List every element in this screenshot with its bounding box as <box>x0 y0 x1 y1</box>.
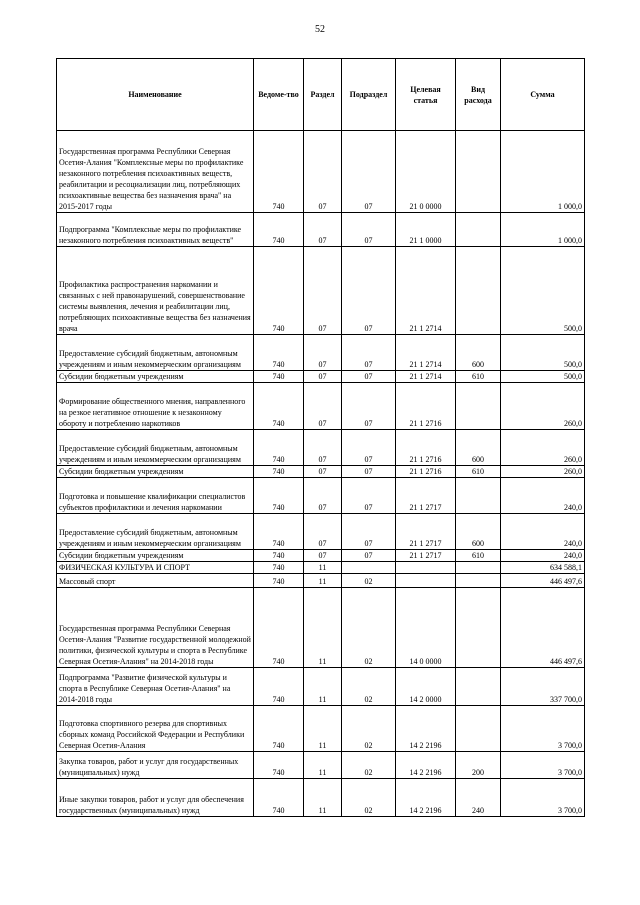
row-section: 07 <box>304 131 342 213</box>
row-exp-type: 200 <box>456 752 501 779</box>
header-subsection: Подраздел <box>342 59 396 131</box>
header-amount: Сумма <box>501 59 585 131</box>
row-target: 14 2 2196 <box>396 779 456 817</box>
row-amount: 500,0 <box>501 247 585 335</box>
row-subsection: 07 <box>342 383 396 430</box>
row-target: 21 1 0000 <box>396 213 456 247</box>
row-exp-type <box>456 588 501 668</box>
table-row <box>57 668 585 706</box>
row-amount: 260,0 <box>501 466 585 478</box>
row-name: Подготовка спортивного резерва для спортивных сборных команд Российской Федерации и Республики Северная Осетия-Алания <box>57 706 254 752</box>
table-row <box>57 466 585 478</box>
row-exp-type: 600 <box>456 514 501 550</box>
row-subsection: 07 <box>342 371 396 383</box>
row-subsection: 07 <box>342 131 396 213</box>
row-target: 14 2 2196 <box>396 706 456 752</box>
row-section: 07 <box>304 213 342 247</box>
row-subsection: 02 <box>342 668 396 706</box>
row-target: 14 0 0000 <box>396 588 456 668</box>
table-row <box>57 247 585 335</box>
row-amount: 240,0 <box>501 550 585 562</box>
row-subsection: 02 <box>342 588 396 668</box>
row-amount: 1 000,0 <box>501 131 585 213</box>
row-exp-type: 610 <box>456 550 501 562</box>
row-section: 11 <box>304 574 342 588</box>
row-exp-type <box>456 668 501 706</box>
row-target: 21 1 2716 <box>396 383 456 430</box>
row-section: 11 <box>304 752 342 779</box>
row-subsection: 02 <box>342 574 396 588</box>
row-section: 11 <box>304 562 342 574</box>
row-name: Формирование общественного мнения, направленного на резкое негативное отношение к незаконному обороту и потреблению наркотиков <box>57 383 254 430</box>
row-subsection: 07 <box>342 430 396 466</box>
row-dept: 740 <box>254 668 304 706</box>
row-dept: 740 <box>254 371 304 383</box>
row-name: Государственная программа Республики Северная Осетия-Алания "Комплексные меры по профилактике незаконного потребления психоактивных веществ, реабилитации и ресоциализации лиц, потребляющих психоактивные вещества без назначения врача" на 2015-2017 годы <box>57 131 254 213</box>
table-header-row <box>57 59 585 131</box>
table-body <box>57 131 585 817</box>
row-subsection: 02 <box>342 752 396 779</box>
row-amount: 500,0 <box>501 335 585 371</box>
row-name: Государственная программа Республики Северная Осетия-Алания "Развитие государственной молодежной политики, физической культуры и спорта в Республике Северная Осетия-Алания" на 2014-2018 годы <box>57 588 254 668</box>
row-target: 14 2 2196 <box>396 752 456 779</box>
row-subsection: 07 <box>342 213 396 247</box>
table-row <box>57 752 585 779</box>
row-name: ФИЗИЧЕСКАЯ КУЛЬТУРА И СПОРТ <box>57 562 254 574</box>
row-section: 07 <box>304 430 342 466</box>
row-subsection: 07 <box>342 335 396 371</box>
row-exp-type <box>456 562 501 574</box>
row-amount: 3 700,0 <box>501 752 585 779</box>
row-target: 21 0 0000 <box>396 131 456 213</box>
row-amount: 1 000,0 <box>501 213 585 247</box>
row-dept: 740 <box>254 706 304 752</box>
row-exp-type <box>456 247 501 335</box>
row-name: Предоставление субсидий бюджетным, автономным учреждениям и иным некоммерческим организациям <box>57 335 254 371</box>
row-exp-type <box>456 478 501 514</box>
row-target: 21 1 2714 <box>396 247 456 335</box>
row-exp-type: 610 <box>456 466 501 478</box>
row-exp-type: 600 <box>456 430 501 466</box>
row-subsection: 07 <box>342 478 396 514</box>
row-dept: 740 <box>254 430 304 466</box>
row-section: 07 <box>304 550 342 562</box>
row-exp-type <box>456 383 501 430</box>
row-amount: 634 588,1 <box>501 562 585 574</box>
table-row <box>57 430 585 466</box>
row-subsection: 02 <box>342 706 396 752</box>
table-row <box>57 478 585 514</box>
row-section: 11 <box>304 706 342 752</box>
row-section: 11 <box>304 779 342 817</box>
table-row <box>57 371 585 383</box>
row-name: Подпрограмма "Комплексные меры по профилактике незаконного потребления психоактивных веществ" <box>57 213 254 247</box>
header-exp-type: Вид расхода <box>456 59 501 131</box>
table-row <box>57 574 585 588</box>
table-row <box>57 514 585 550</box>
row-name: Иные закупки товаров, работ и услуг для обеспечения государственных (муниципальных) нужд <box>57 779 254 817</box>
row-amount: 240,0 <box>501 478 585 514</box>
row-dept: 740 <box>254 247 304 335</box>
row-name: Подготовка и повышение квалификации специалистов субъектов профилактики и лечения наркомании <box>57 478 254 514</box>
row-dept: 740 <box>254 478 304 514</box>
row-exp-type: 610 <box>456 371 501 383</box>
row-dept: 740 <box>254 514 304 550</box>
row-subsection <box>342 562 396 574</box>
table-row <box>57 550 585 562</box>
table-row <box>57 131 585 213</box>
table-row <box>57 588 585 668</box>
row-amount: 240,0 <box>501 514 585 550</box>
row-dept: 740 <box>254 466 304 478</box>
row-amount: 260,0 <box>501 383 585 430</box>
row-subsection: 07 <box>342 550 396 562</box>
header-target: Целевая статья <box>396 59 456 131</box>
row-section: 07 <box>304 383 342 430</box>
row-name: Закупка товаров, работ и услуг для государственных (муниципальных) нужд <box>57 752 254 779</box>
row-target <box>396 574 456 588</box>
row-section: 07 <box>304 335 342 371</box>
row-name: Предоставление субсидий бюджетным, автономным учреждениям и иным некоммерческим организациям <box>57 430 254 466</box>
row-exp-type <box>456 706 501 752</box>
row-target: 21 1 2714 <box>396 335 456 371</box>
row-exp-type <box>456 574 501 588</box>
row-subsection: 07 <box>342 466 396 478</box>
table-row <box>57 335 585 371</box>
row-amount: 500,0 <box>501 371 585 383</box>
row-target <box>396 562 456 574</box>
row-exp-type: 240 <box>456 779 501 817</box>
row-target: 21 1 2717 <box>396 550 456 562</box>
row-name: Подпрограмма "Развитие физической культуры и спорта в Республике Северная Осетия-Алания" на 2014-2018 годы <box>57 668 254 706</box>
table-row <box>57 706 585 752</box>
row-target: 21 1 2717 <box>396 478 456 514</box>
row-section: 11 <box>304 588 342 668</box>
row-target: 21 1 2714 <box>396 371 456 383</box>
row-name: Субсидии бюджетным учреждениям <box>57 466 254 478</box>
table-row <box>57 779 585 817</box>
row-name: Профилактика распространения наркомании и связанных с ней правонарушений, совершенствование системы выявления, лечения и реабилитации лиц, потребляющих психоактивные вещества без назначения врача <box>57 247 254 335</box>
table-row <box>57 213 585 247</box>
row-amount: 260,0 <box>501 430 585 466</box>
row-dept: 740 <box>254 131 304 213</box>
row-dept: 740 <box>254 383 304 430</box>
row-section: 07 <box>304 466 342 478</box>
row-amount: 3 700,0 <box>501 779 585 817</box>
row-target: 14 2 0000 <box>396 668 456 706</box>
row-amount: 3 700,0 <box>501 706 585 752</box>
row-amount: 446 497,6 <box>501 588 585 668</box>
row-amount: 337 700,0 <box>501 668 585 706</box>
row-dept: 740 <box>254 588 304 668</box>
row-section: 11 <box>304 668 342 706</box>
row-exp-type <box>456 131 501 213</box>
table-row <box>57 383 585 430</box>
row-dept: 740 <box>254 779 304 817</box>
row-dept: 740 <box>254 752 304 779</box>
row-target: 21 1 2716 <box>396 430 456 466</box>
row-name: Субсидии бюджетным учреждениям <box>57 371 254 383</box>
row-exp-type <box>456 213 501 247</box>
row-dept: 740 <box>254 574 304 588</box>
budget-table <box>56 58 585 817</box>
header-name: Наименование <box>57 59 254 131</box>
table-row <box>57 562 585 574</box>
row-section: 07 <box>304 247 342 335</box>
row-dept: 740 <box>254 562 304 574</box>
row-dept: 740 <box>254 335 304 371</box>
row-subsection: 07 <box>342 514 396 550</box>
row-section: 07 <box>304 371 342 383</box>
header-section: Раздел <box>304 59 342 131</box>
row-section: 07 <box>304 514 342 550</box>
header-dept: Ведоме-тво <box>254 59 304 131</box>
row-dept: 740 <box>254 550 304 562</box>
row-name: Субсидии бюджетным учреждениям <box>57 550 254 562</box>
row-subsection: 02 <box>342 779 396 817</box>
row-name: Предоставление субсидий бюджетным, автономным учреждениям и иным некоммерческим организациям <box>57 514 254 550</box>
row-target: 21 1 2716 <box>396 466 456 478</box>
row-section: 07 <box>304 478 342 514</box>
row-target: 21 1 2717 <box>396 514 456 550</box>
page-number: 52 <box>315 24 325 35</box>
row-exp-type: 600 <box>456 335 501 371</box>
row-amount: 446 497,6 <box>501 574 585 588</box>
row-dept: 740 <box>254 213 304 247</box>
row-subsection: 07 <box>342 247 396 335</box>
row-name: Массовый спорт <box>57 574 254 588</box>
